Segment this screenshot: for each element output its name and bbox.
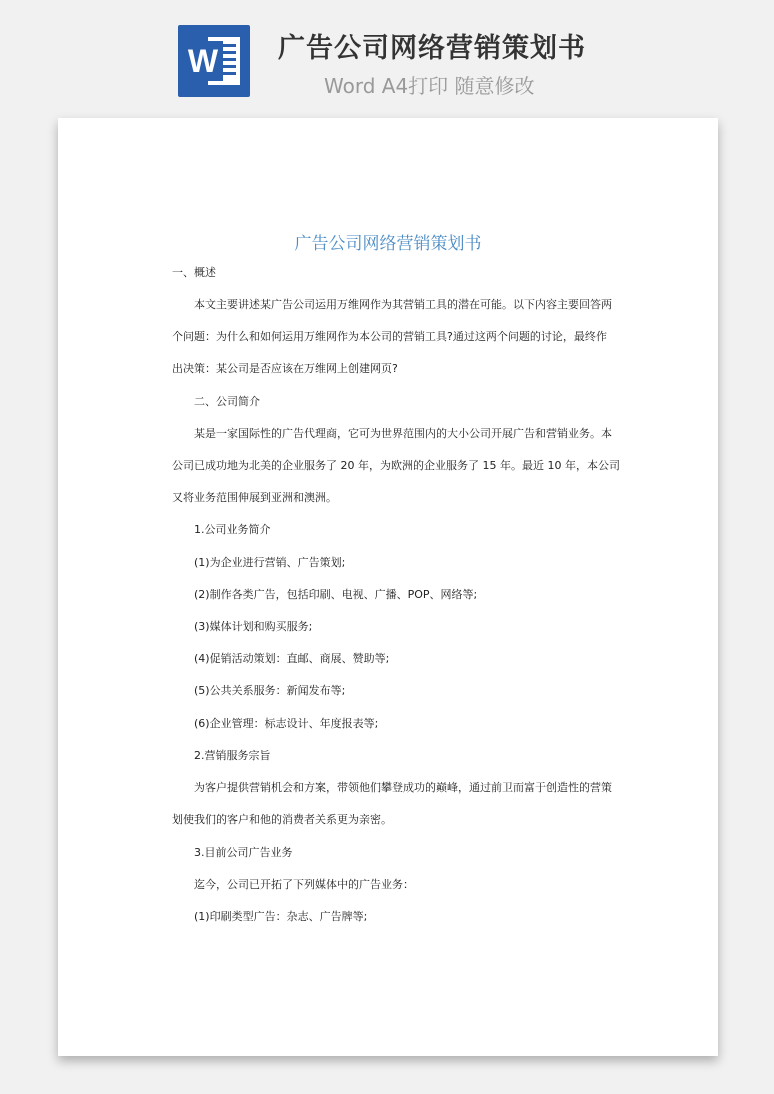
header [0,0,774,112]
list-item: (1)印刷类型广告：杂志、广告牌等; [194,910,368,923]
paragraph-line: 又将业务范围伸展到亚洲和澳洲。 [172,491,337,504]
paragraph-line: 个问题：为什么和如何运用万维网作为本公司的营销工具?通过这两个问题的讨论，最终作 [172,330,607,343]
header-subtitle: Word A4打印 随意修改 [324,74,535,98]
word-logo-letter: W [183,41,223,81]
paragraph-line: 迄今，公司已开拓了下列媒体中的广告业务： [194,878,414,891]
document-page [58,118,718,1056]
subsection-heading: 1.公司业务简介 [194,523,271,536]
document-title: 广告公司网络营销策划书 [294,234,482,254]
list-item: (5)公共关系服务：新闻发布等; [194,684,346,697]
section-heading: 一、概述 [172,266,216,279]
list-item: (6)企业管理：标志设计、年度报表等; [194,717,379,730]
paragraph-line: 为客户提供营销机会和方案，带领他们攀登成功的巅峰，通过前卫而富于创造性的营策 [194,781,612,794]
paragraph-line: 出决策：某公司是否应该在万维网上创建网页? [172,362,398,375]
paragraph-line: 划使我们的客户和他的消费者关系更为亲密。 [172,813,392,826]
header-title: 广告公司网络营销策划书 [278,33,586,64]
paragraph-line: 本文主要讲述某广告公司运用万维网作为其营销工具的潜在可能。以下内容主要回答两 [194,298,612,311]
list-item: (3)媒体计划和购买服务; [194,620,313,633]
list-item: (4)促销活动策划：直邮、商展、赞助等; [194,652,390,665]
paragraph-line: 某是一家国际性的广告代理商，它可为世界范围内的大小公司开展广告和营销业务。本 [194,427,612,440]
section-heading: 二、公司简介 [194,395,260,408]
list-item: (1)为企业进行营销、广告策划; [194,556,346,569]
paragraph-line: 公司已成功地为北美的企业服务了 20 年，为欧洲的企业服务了 15 年。最近 10 年，本公司 [172,459,620,472]
list-item: (2)制作各类广告，包括印刷、电视、广播、POP、网络等; [194,588,478,601]
subsection-heading: 3.目前公司广告业务 [194,846,293,859]
word-document-icon [178,25,250,97]
subsection-heading: 2.营销服务宗旨 [194,749,271,762]
